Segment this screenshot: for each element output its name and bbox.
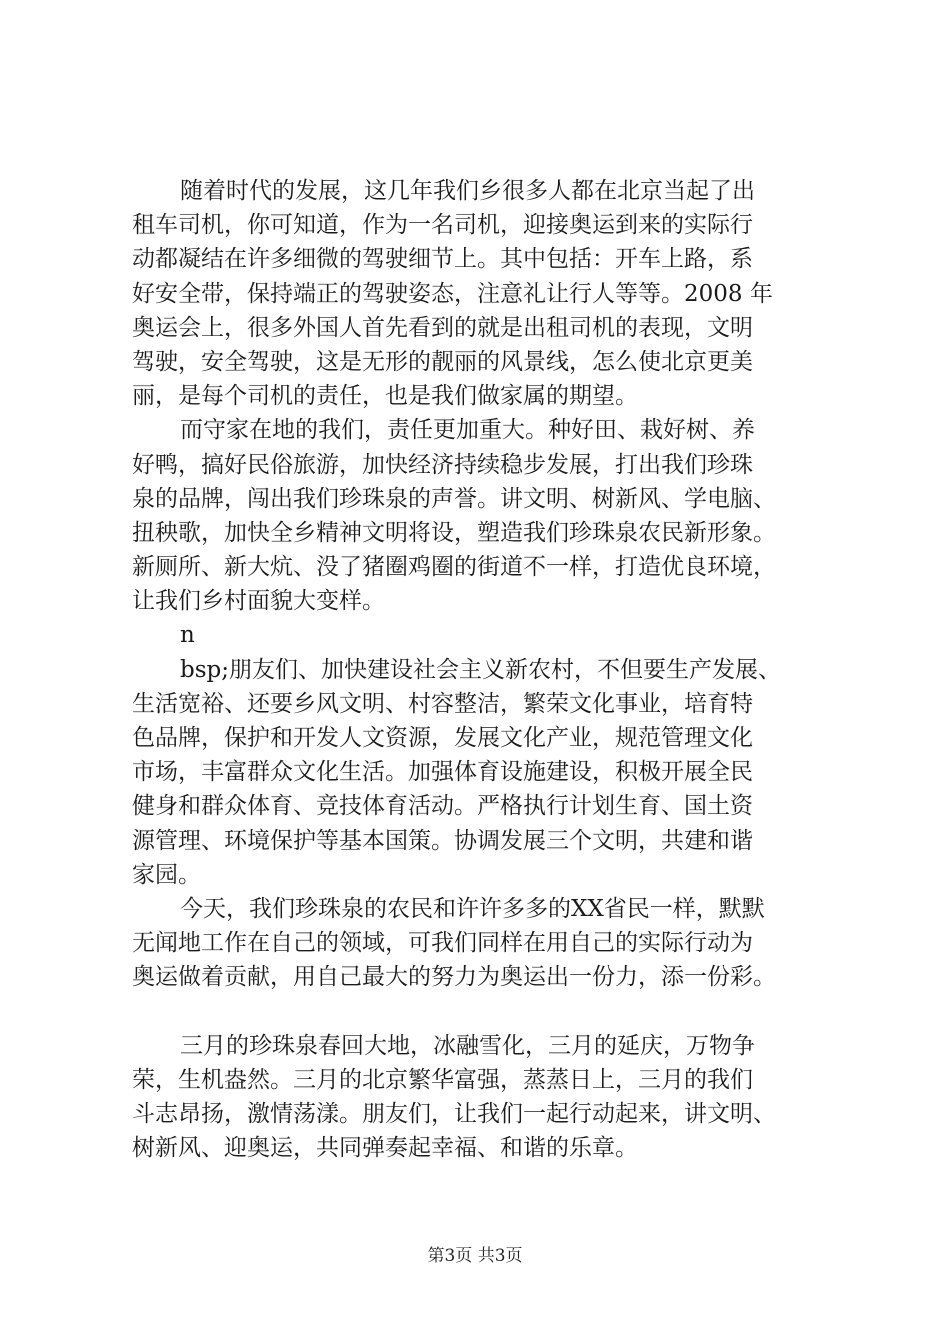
- text-line: bsp;朋友们、加快建设社会主义新农村，不但要生产发展、: [180, 656, 781, 683]
- text-line: 好鸭，搞好民俗旅游，加快经济持续稳步发展，打出我们珍珠: [132, 451, 753, 478]
- text-line: 源管理、环境保护等基本国策。协调发展三个文明，共建和谐: [132, 827, 753, 854]
- text-line: 斗志昂扬，激情荡漾。朋友们，让我们一起行动起来，讲文明、: [132, 1100, 776, 1127]
- text-line: 奥运做着贡献，用自己最大的努力为奥运出一份力，添一份彩。: [132, 964, 776, 991]
- text-line: 扭秧歌，加快全乡精神文明将设，塑造我们珍珠泉农民新形象。: [132, 519, 776, 546]
- text-line: 无闻地工作在自己的领域，可我们同样在用自己的实际行动为: [132, 930, 753, 957]
- text-line: 今天，我们珍珠泉的农民和许许多多的XX省民一样，默默: [180, 895, 765, 922]
- text-line: 树新风、迎奥运，共同弹奏起幸福、和谐的乐章。: [132, 1135, 638, 1162]
- text-line: 让我们乡村面貌大变样。: [132, 588, 385, 615]
- paragraph-gap: [132, 995, 825, 1029]
- text-line: 家园。: [132, 861, 201, 888]
- text-line: 丽，是每个司机的责任，也是我们做家属的期望。: [132, 383, 638, 410]
- text-line: 三月的珍珠泉春回大地，冰融雪化，三月的延庆，万物争: [180, 1032, 755, 1059]
- document-body: [132, 174, 825, 1165]
- text-line: 生活宽裕、还要乡风文明、村容整洁，繁荣文化事业，培育特: [132, 690, 753, 717]
- text-line: 随着时代的发展，这几年我们乡很多人都在北京当起了出: [180, 178, 755, 204]
- page-number-footer: 第3页 共3页: [427, 1246, 523, 1266]
- paragraph-4: [132, 653, 825, 892]
- paragraph-1: [132, 174, 825, 413]
- text-line: 驾驶，安全驾驶，这是无形的靓丽的风景线，怎么使北京更美: [132, 348, 753, 375]
- paragraph-3: [132, 618, 825, 652]
- text-line: 新厕所、新大炕、没了猪圈鸡圈的街道不一样，打造优良环境，: [132, 554, 776, 581]
- text-line: 泉的品牌，闯出我们珍珠泉的声誉。讲文明、树新风、学电脑、: [132, 485, 776, 512]
- text-line: 好安全带，保持端正的驾驶姿态，注意礼让行人等等。2008 年: [132, 280, 773, 307]
- text-line: 荣，生机盎然。三月的北京繁华富强，蒸蒸日上，三月的我们: [132, 1066, 753, 1093]
- text-line: 奥运会上，很多外国人首先看到的就是出租司机的表现，文明: [132, 314, 753, 341]
- text-line: 色品牌，保护和开发人文资源，发展文化产业，规范管理文化: [132, 725, 753, 751]
- text-line: 市场，丰富群众文化生活。加强体育设施建设，积极开展全民: [132, 759, 753, 786]
- text-line: 而守家在地的我们，责任更加重大。种好田、栽好树、养: [180, 417, 755, 444]
- paragraph-6: [132, 1029, 825, 1166]
- text-line: 动都凝结在许多细微的驾驶细节上。其中包括：开车上路，系: [132, 246, 753, 273]
- text-line: 租车司机，你可知道，作为一名司机，迎接奥运到来的实际行: [132, 212, 753, 239]
- paragraph-5: [132, 892, 825, 995]
- text-line: 健身和群众体育、竞技体育活动。严格执行计划生育、国土资: [132, 793, 753, 820]
- paragraph-2: [132, 413, 825, 618]
- text-line: n: [180, 622, 195, 649]
